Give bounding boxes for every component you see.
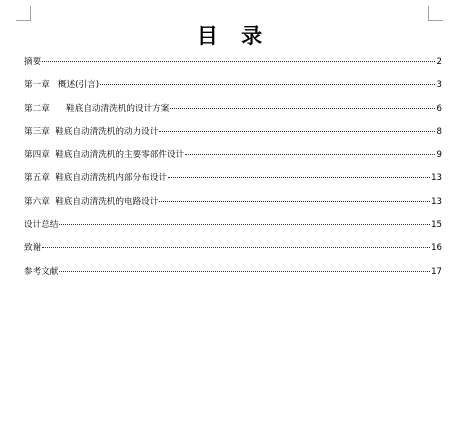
toc-entry-references[interactable] bbox=[24, 266, 442, 289]
toc-entry-acknowledgements[interactable] bbox=[24, 242, 442, 265]
toc-entry-page: 17 bbox=[431, 266, 442, 277]
toc-entry-label: 第一章 概述(引言) bbox=[24, 80, 100, 91]
toc-entry-chapter-4[interactable] bbox=[24, 149, 442, 172]
toc-dot-leader bbox=[59, 271, 430, 272]
toc-entry-label: 第五章 鞋底自动清洗机内部分布设计 bbox=[24, 173, 167, 184]
toc-entry-abstract[interactable] bbox=[24, 56, 442, 79]
toc-title: 目 录 bbox=[196, 23, 271, 48]
toc-list bbox=[24, 56, 442, 289]
toc-entry-chapter-1[interactable] bbox=[24, 79, 442, 102]
toc-dot-leader bbox=[159, 201, 430, 202]
toc-dot-leader bbox=[185, 154, 435, 155]
toc-dot-leader bbox=[59, 224, 430, 225]
toc-entry-label: 第四章 鞋底自动清洗机的主要零部件设计 bbox=[24, 150, 185, 161]
toc-entry-page: 6 bbox=[436, 103, 442, 114]
margin-corner-mark-left bbox=[16, 6, 31, 21]
toc-entry-design-summary[interactable] bbox=[24, 219, 442, 242]
toc-dot-leader bbox=[42, 61, 435, 62]
toc-dot-leader bbox=[168, 177, 430, 178]
toc-entry-label: 参考文献 bbox=[24, 266, 59, 277]
toc-entry-label: 致谢 bbox=[24, 243, 42, 254]
toc-entry-label: 第三章 鞋底自动清洗机的动力设计 bbox=[24, 126, 159, 137]
toc-entry-page: 8 bbox=[436, 126, 442, 137]
toc-entry-label: 设计总结 bbox=[24, 220, 59, 231]
toc-entry-page: 9 bbox=[436, 150, 442, 161]
toc-dot-leader bbox=[42, 247, 430, 248]
toc-entry-page: 13 bbox=[431, 196, 442, 207]
toc-entry-page: 15 bbox=[431, 220, 442, 231]
toc-entry-page: 16 bbox=[431, 243, 442, 254]
toc-entry-label: 摘要 bbox=[24, 57, 42, 67]
toc-dot-leader bbox=[100, 84, 435, 85]
toc-entry-chapter-3[interactable] bbox=[24, 126, 442, 149]
toc-entry-chapter-5[interactable] bbox=[24, 172, 442, 195]
toc-dot-leader bbox=[170, 108, 435, 109]
toc-entry-label: 第二章 鞋底自动清洗机的设计方案 bbox=[24, 103, 170, 114]
toc-entry-page: 13 bbox=[431, 173, 442, 184]
margin-corner-mark-right bbox=[428, 6, 443, 21]
toc-dot-leader bbox=[159, 131, 435, 132]
toc-entry-label: 第六章 鞋底自动清洗机的电路设计 bbox=[24, 196, 159, 207]
toc-entry-page: 2 bbox=[436, 57, 442, 67]
toc-entry-chapter-2[interactable] bbox=[24, 103, 442, 126]
toc-entry-chapter-6[interactable] bbox=[24, 196, 442, 219]
toc-entry-page: 3 bbox=[436, 80, 442, 91]
